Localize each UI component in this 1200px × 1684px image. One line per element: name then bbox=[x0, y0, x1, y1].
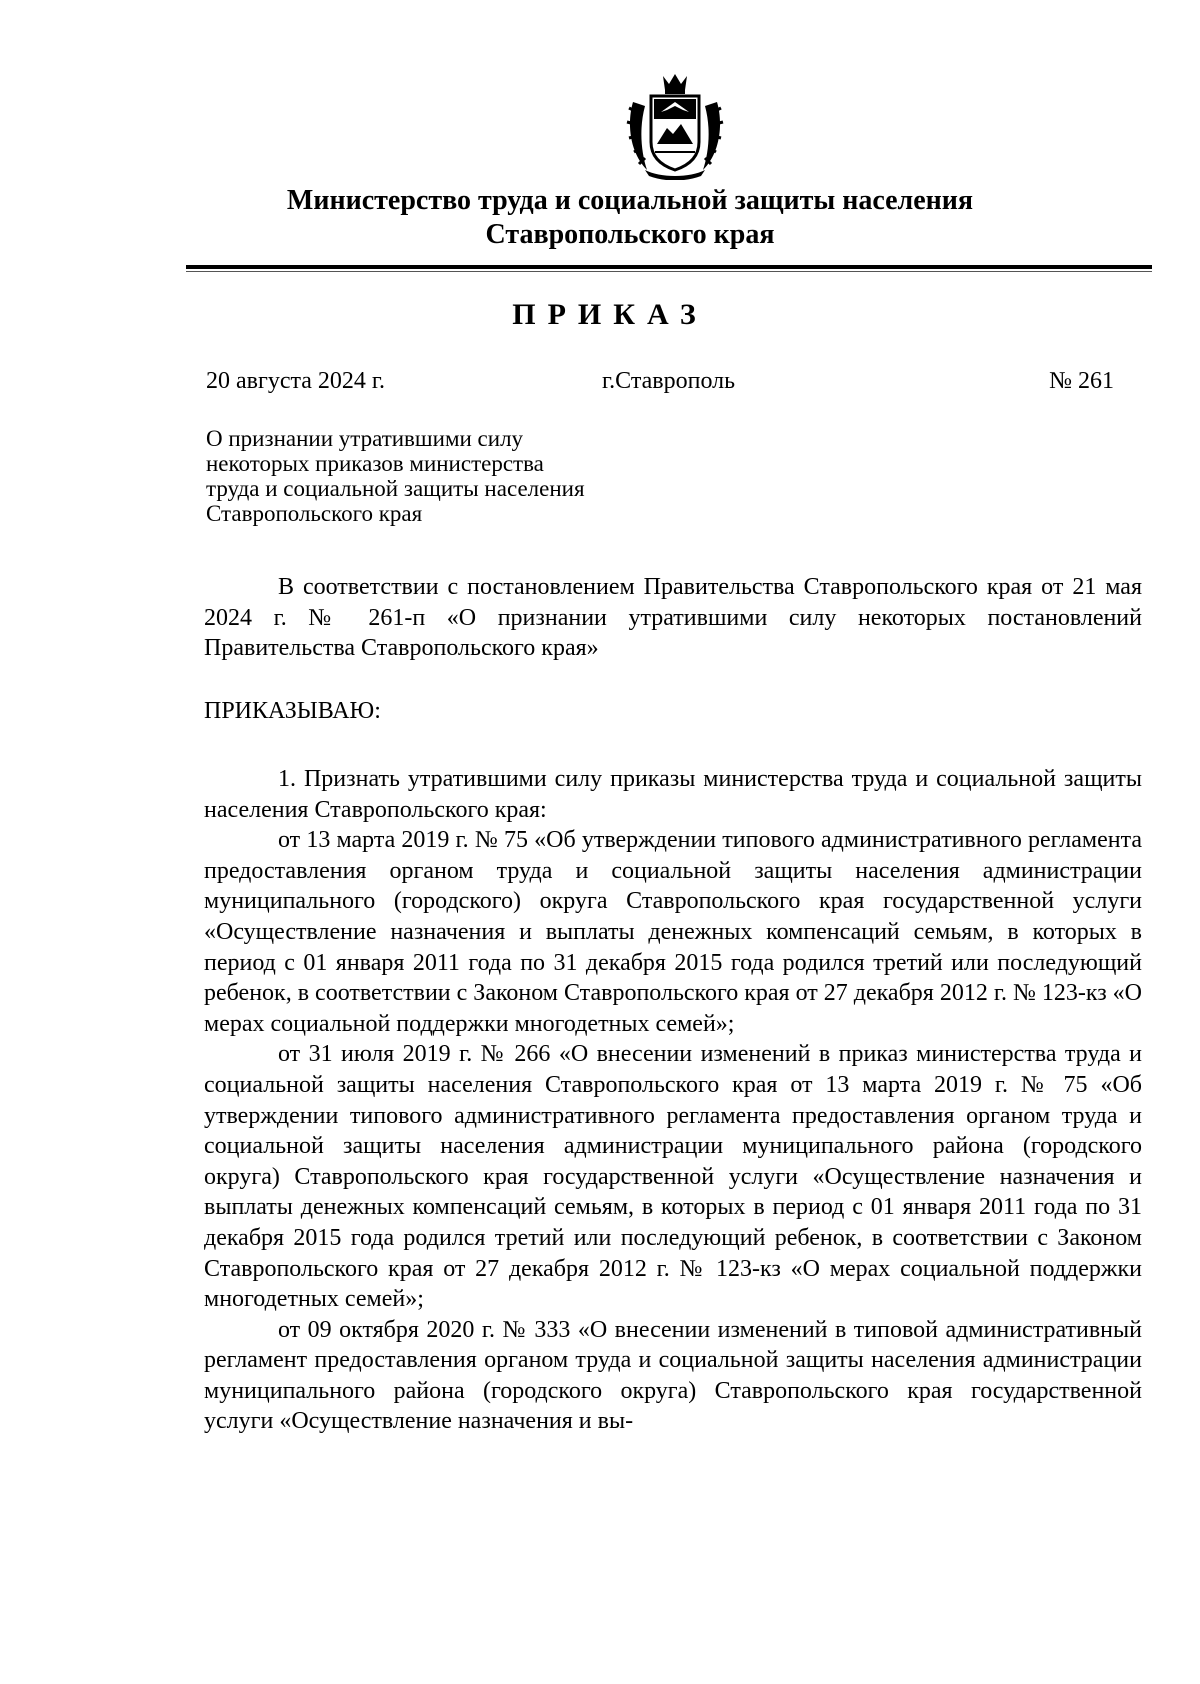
ministry-name-line-2: Ставропольского края bbox=[485, 219, 775, 250]
order-word: ПРИКАЗЫВАЮ: bbox=[204, 698, 381, 724]
intro-block bbox=[204, 572, 1142, 664]
header-divider bbox=[186, 265, 1152, 269]
subject-line: О признании утратившими силу bbox=[206, 426, 524, 451]
header-divider-thin bbox=[186, 271, 1152, 272]
document-city: г.Ставрополь bbox=[602, 368, 736, 394]
order-word-block bbox=[204, 696, 1142, 727]
ministry-name-line-1: Министерство труда и социальной защиты населения bbox=[286, 185, 974, 216]
order-points bbox=[204, 764, 1142, 1437]
intro-paragraph: В соответствии с постановлением Правительства Ставропольского края от 21 мая 2024 г. № 261-п «О признании утратившими силу некоторых постановлений Правительства Ставропольского края» bbox=[204, 574, 1142, 662]
coat-of-arms-icon bbox=[625, 72, 725, 180]
paragraph: от 09 октября 2020 г. № 333 «О внесении изменений в типовой административный регламент предоставления органом труда и социальной защиты населения администрации муниципального района (городского округа) Ставропольского края государственной услуги «Осуществление назначения и вы- bbox=[204, 1316, 1142, 1435]
document-date: 20 августа 2024 г. bbox=[206, 368, 386, 394]
document-subject bbox=[206, 426, 726, 526]
paragraph: от 13 марта 2019 г. № 75 «Об утверждении типового административного регламента предоставления органом труда и социальной защиты населения администрации муниципального (городского) округа Ставропольского края государственной услуги «Осуществление назначения и выплаты денежных компенсаций семьям, в которых в период с 01 января 2011 года по 31 декабря 2015 года родился третий или последующий ребенок, в соответствии с Законом Ставропольского края от 27 декабря 2012 г. № 123-кз «О мерах социальной поддержки многодетных семей»; bbox=[204, 827, 1143, 1037]
document-number: № 261 bbox=[1049, 368, 1114, 394]
subject-line: труда и социальной защиты населения bbox=[206, 476, 585, 501]
subject-line: Ставропольского края bbox=[206, 501, 423, 526]
paragraph: от 31 июля 2019 г. № 266 «О внесении изменений в приказ министерства труда и социальной защиты населения Ставропольского края от 13 марта 2019 г. № 75 «Об утверждении типового административного регламента предоставления органом труда и социальной защиты населения администрации муниципального района (городского округа) Ставропольского края государственной услуги «Осуществление назначения и выплаты денежных компенсаций семьям, в которых в период с 01 января 2011 года по 31 декабря 2015 года родился третий или последующий ребенок, в соответствии с Законом Ставропольского края от 27 декабря 2012 г. № 123-кз «О мерах социальной поддержки многодетных семей»; bbox=[204, 1041, 1142, 1313]
document-type-title: ПРИКАЗ bbox=[512, 298, 708, 331]
paragraph: 1. Признать утратившими силу приказы министерства труда и социальной защиты населения Ставропольского края: bbox=[204, 766, 1142, 823]
subject-line: некоторых приказов министерства bbox=[206, 451, 544, 476]
